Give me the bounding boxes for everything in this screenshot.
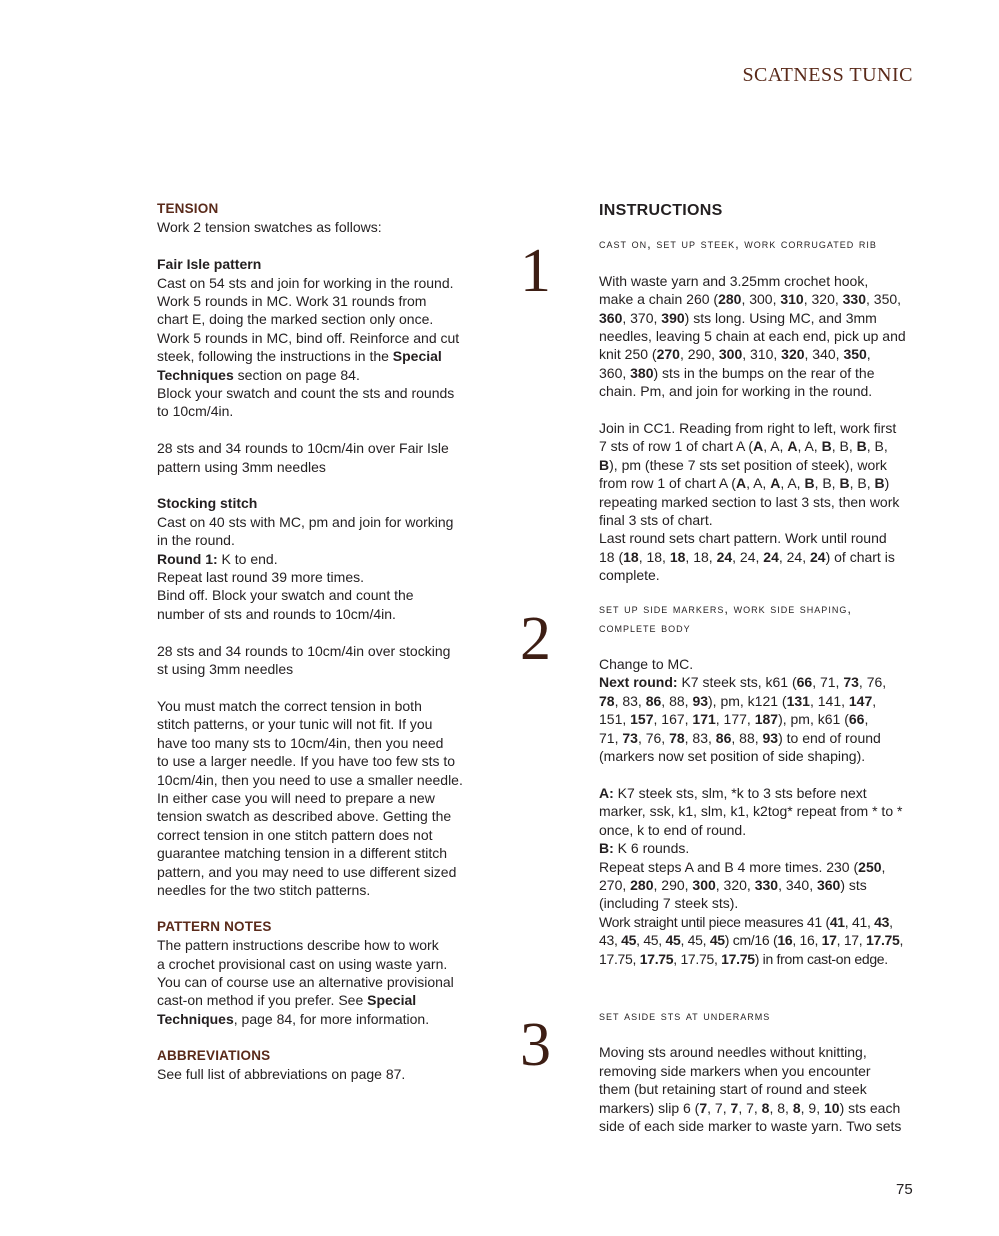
bold-size-value: 17.75	[639, 950, 674, 967]
bold-size-value: B	[874, 475, 885, 492]
bold-size-value: 78	[599, 692, 615, 709]
bold-size-value: 24	[716, 548, 733, 565]
text-line	[157, 991, 477, 1009]
text-line: Cast on 40 sts with MC, pm and join for working	[157, 513, 454, 530]
text-line	[599, 1043, 921, 1061]
text-run: needles, leaving 5 chain at each end, pick up and	[599, 328, 906, 345]
bold-size-value: 18	[669, 548, 686, 565]
step-1-label: cast on, set up steek, work corrugated rib	[599, 236, 877, 252]
text-line	[599, 858, 921, 876]
text-line	[157, 1010, 477, 1028]
text-run: make a chain 260 (	[599, 291, 719, 308]
text-run: Moving sts around needles without knitting,	[599, 1044, 867, 1061]
bold-size-value: B	[839, 475, 850, 492]
text-line	[599, 655, 921, 673]
text-run: , 71,	[812, 674, 844, 691]
text-line	[599, 382, 921, 400]
step-2-paragraph-3	[599, 913, 921, 968]
bold-size-value: 171	[692, 711, 716, 728]
text-run: , 320,	[715, 876, 755, 893]
text-line: Cast on 54 sts and join for working in the round.	[157, 274, 454, 291]
bold-size-value: 300	[692, 876, 716, 893]
text-run: 71,	[599, 729, 623, 746]
text-line: stitch patterns, or your tunic will not fit. If you	[157, 716, 433, 733]
bold-size-value: 8	[761, 1099, 770, 1116]
text-run: 7 sts of row 1 of chart A (	[599, 438, 754, 455]
text-run: ) cm/16 (	[724, 932, 778, 949]
bold-size-value: 41	[829, 913, 845, 930]
bold-size-value: 350	[843, 346, 867, 363]
text-line	[599, 913, 921, 931]
step-1-paragraph-1	[599, 272, 921, 401]
bold-size-value: 73	[622, 729, 638, 746]
text-line: guarantee matching tension in a different stitch	[157, 845, 448, 862]
text-run: 151,	[599, 711, 631, 728]
bold-size-value: B	[856, 438, 867, 455]
text-run: from row 1 of chart A (	[599, 475, 736, 492]
text-run: 270,	[599, 876, 631, 893]
text-line	[599, 1080, 921, 1098]
step-3-label: set aside sts at underarms	[599, 1007, 771, 1023]
text-run: , 41,	[844, 913, 875, 930]
text-line	[599, 673, 921, 691]
text-run: 43,	[599, 932, 622, 949]
text-run: ,	[889, 913, 893, 930]
text-run: , 167,	[653, 711, 693, 728]
text-line: tension swatch as described above. Getting the	[157, 808, 452, 825]
text-line: 10cm/4in, then you need to use a smaller needle.	[157, 771, 463, 788]
text-run: , A,	[763, 438, 788, 455]
text-run: ,	[899, 932, 904, 949]
text-line	[599, 839, 921, 857]
fair-isle-heading: Fair Isle pattern	[157, 256, 262, 273]
bold-size-value: 45	[665, 932, 681, 949]
bold-size-value: 17.75	[721, 950, 755, 967]
text-line	[599, 1062, 921, 1080]
text-run: K7 steek sts, k61 (	[677, 674, 797, 691]
text-run: , 340,	[778, 876, 817, 893]
text-line: Block your swatch and count the sts and rounds	[157, 385, 455, 402]
bold-size-value: 17.75	[865, 932, 900, 949]
running-title: SCATNESS TUNIC	[742, 64, 913, 86]
text-run: , 88,	[661, 692, 693, 709]
special-techniques-ref: Techniques	[157, 366, 234, 383]
special-techniques-ref: Special	[392, 348, 442, 365]
text-run: , 76,	[858, 674, 887, 691]
text-run: With waste yarn and 3.25mm crochet hook,	[599, 272, 869, 289]
round-label: Round 1:	[157, 550, 218, 567]
text-line	[599, 784, 921, 802]
step-2-paragraph-1	[599, 655, 921, 765]
bold-size-value: 320	[781, 346, 805, 363]
bold-size-value: B:	[599, 840, 614, 857]
instructions-heading: INSTRUCTIONS	[599, 202, 723, 219]
bold-size-value: 390	[661, 309, 685, 326]
text-run: Repeat steps A and B 4 more times. 230 (	[599, 858, 859, 875]
text-line	[599, 364, 921, 382]
text-run: , 8,	[769, 1099, 793, 1116]
text-line	[599, 747, 921, 765]
bold-size-value: 380	[630, 364, 654, 381]
bold-size-value: 93	[692, 692, 709, 709]
text-line: 28 sts and 34 rounds to 10cm/4in over Fair Isle	[157, 440, 449, 457]
text-line	[599, 950, 921, 968]
text-run: ) to end of round	[778, 729, 881, 746]
text-run: , A,	[780, 475, 805, 492]
text-line: The pattern instructions describe how to work	[157, 937, 439, 954]
text-run: Last round sets chart pattern. Work until round	[599, 530, 887, 547]
bold-size-value: 360	[816, 876, 841, 893]
tension-heading: TENSION	[157, 201, 219, 216]
text-line: to 10cm/4in.	[157, 403, 234, 420]
text-line	[599, 419, 921, 437]
text-run: ) in from cast-on edge.	[754, 950, 888, 967]
bold-size-value: 131	[786, 692, 810, 709]
step-3-paragraph-1	[599, 1043, 921, 1135]
step-number-2: 2	[520, 605, 551, 673]
bold-size-value: 24	[763, 548, 779, 565]
text-line	[599, 729, 921, 747]
text-line: In either case you will need to prepare a new	[157, 789, 435, 806]
step-2-label-line-2: complete body	[599, 619, 691, 635]
special-techniques-ref: Techniques	[157, 1010, 234, 1027]
text-line: chart E, doing the marked section only once.	[157, 311, 434, 328]
pattern-notes-heading: PATTERN NOTES	[157, 918, 272, 934]
text-run: Change to MC.	[599, 656, 694, 673]
text-line	[599, 876, 921, 894]
text-run: , 177,	[715, 711, 755, 728]
text-line: a crochet provisional cast on using waste yarn.	[157, 955, 448, 972]
text-run: (markers now set position of side shaping).	[599, 748, 866, 765]
text-line: st using 3mm needles	[157, 661, 294, 678]
text-run: ), pm, k61 (	[778, 711, 849, 728]
text-run: , 83,	[614, 692, 646, 709]
bold-size-value: 300	[718, 346, 743, 363]
text-run: knit 250 (	[599, 346, 657, 363]
text-run: repeating marked section to last 3 sts, then work	[599, 493, 900, 510]
step-1-paragraph-2	[599, 419, 921, 585]
text-line: You must match the correct tension in both	[157, 697, 422, 714]
text-line: See full list of abbreviations on page 87.	[157, 1065, 406, 1082]
text-line: have too many sts to 10cm/4in, then you need	[157, 734, 444, 751]
text-line: pattern using 3mm needles	[157, 458, 326, 475]
text-run: ,	[872, 692, 877, 709]
text-run: , 7,	[707, 1099, 731, 1116]
text-run: , 300,	[741, 291, 781, 308]
text-run: , 18,	[638, 548, 670, 565]
text-line: in the round.	[157, 532, 235, 549]
bold-size-value: Next round:	[599, 674, 678, 691]
bold-size-value: A	[735, 475, 747, 492]
bold-size-value: 18	[623, 548, 639, 565]
text-run: K to end.	[217, 550, 278, 567]
text-run: cast-on method if you prefer. See	[157, 992, 368, 1009]
bold-size-value: 280	[630, 876, 654, 893]
bold-size-value: 45	[709, 932, 725, 949]
text-run: , 76,	[637, 729, 670, 746]
bold-size-value: 86	[715, 729, 732, 746]
bold-size-value: 330	[842, 291, 866, 308]
text-run: , B,	[849, 475, 875, 492]
text-run: , 24,	[732, 548, 764, 565]
text-line: Bind off. Block your swatch and count the	[157, 587, 414, 604]
text-line	[157, 366, 477, 384]
bold-size-value: 157	[630, 711, 654, 728]
text-line: correct tension in one stitch pattern does not	[157, 826, 433, 843]
bold-size-value: 7	[730, 1099, 739, 1116]
text-run: , 83,	[684, 729, 716, 746]
text-run: 17.75,	[599, 950, 640, 967]
text-line	[599, 802, 921, 820]
step-number-1: 1	[520, 237, 551, 305]
text-run: , B,	[866, 438, 888, 455]
text-line	[599, 692, 921, 710]
text-line: Work 5 rounds in MC, bind off. Reinforce and cut	[157, 329, 460, 346]
text-run: , 310,	[742, 346, 782, 363]
text-line	[599, 327, 921, 345]
text-run: , 9,	[800, 1099, 824, 1116]
bold-size-value: 24	[810, 548, 826, 565]
text-line: You can of course use an alternative provisional	[157, 973, 454, 990]
text-run: , 17.75,	[673, 950, 722, 967]
text-line	[599, 894, 921, 912]
bold-size-value: 187	[754, 711, 779, 728]
text-run: removing side markers when you encounter	[599, 1062, 871, 1079]
text-run: (including 7 steek sts).	[599, 895, 739, 912]
text-run: Work straight until piece measures 41 (	[599, 913, 830, 930]
text-run: ) sts long. Using MC, and 3mm	[684, 309, 877, 326]
text-run: , 340,	[804, 346, 844, 363]
text-line	[599, 309, 921, 327]
text-run: , 45,	[680, 932, 710, 949]
text-run: , 45,	[636, 932, 666, 949]
text-line	[599, 821, 921, 839]
text-line	[599, 511, 921, 529]
text-run: , 290,	[679, 346, 719, 363]
abbreviations-heading: ABBREVIATIONS	[157, 1047, 271, 1063]
text-run: 360,	[599, 364, 631, 381]
text-line	[599, 566, 921, 584]
right-column	[599, 200, 921, 1135]
text-run: , 320,	[803, 291, 843, 308]
page-number: 75	[896, 1181, 913, 1198]
text-run: , 141,	[809, 692, 849, 709]
bold-size-value: 78	[669, 729, 685, 746]
bold-size-value: 310	[780, 291, 804, 308]
text-run: , 18,	[685, 548, 717, 565]
bold-size-value: 147	[848, 692, 873, 709]
bold-size-value: A	[770, 475, 781, 492]
text-line	[157, 347, 477, 365]
bold-size-value: 10	[823, 1099, 840, 1116]
text-run: )	[884, 475, 890, 492]
bold-size-value: 330	[754, 876, 779, 893]
bold-size-value: 45	[621, 932, 637, 949]
text-line	[599, 456, 921, 474]
bold-size-value: 73	[843, 674, 859, 691]
text-line	[599, 931, 921, 949]
text-run: , 16,	[792, 932, 822, 949]
step-2-label-line-1: set up side markers, work side shaping,	[599, 600, 852, 616]
bold-size-value: 7	[699, 1099, 708, 1116]
text-line	[599, 474, 921, 492]
text-run: , 7,	[738, 1099, 762, 1116]
bold-size-value: 66	[848, 711, 865, 728]
text-line	[599, 493, 921, 511]
step-number-3: 3	[520, 1011, 551, 1079]
text-run: 18 (	[599, 548, 624, 565]
bold-size-value: 8	[792, 1099, 801, 1116]
text-run: ,	[881, 858, 886, 875]
bold-size-value: 17	[821, 932, 837, 949]
text-line: 28 sts and 34 rounds to 10cm/4in over stocking	[157, 642, 451, 659]
bold-size-value: B	[821, 438, 832, 455]
bold-size-value: A	[753, 438, 764, 455]
text-line: to use a larger needle. If you have too few sts to	[157, 753, 456, 770]
text-run: ) of chart is	[825, 548, 895, 565]
text-run: side of each side marker to waste yarn. Two sets	[599, 1117, 902, 1134]
text-run: markers) slip 6 (	[599, 1099, 700, 1116]
text-run: ), pm, k121 (	[708, 692, 787, 709]
text-run: ) sts in the bumps on the rear of the	[653, 364, 875, 381]
bold-size-value: B	[804, 475, 815, 492]
bold-size-value: 360	[599, 309, 623, 326]
text-run: once, k to end of round.	[599, 821, 747, 838]
bold-size-value: 270	[656, 346, 680, 363]
text-run: , 17,	[836, 932, 866, 949]
bold-size-value: 43	[874, 913, 890, 930]
text-line	[599, 272, 921, 290]
text-run: steek, following the instructions in the	[157, 348, 393, 365]
bold-size-value: 93	[762, 729, 779, 746]
special-techniques-ref: Special	[367, 992, 417, 1009]
text-line	[599, 710, 921, 728]
text-run: Join in CC1. Reading from right to left, work first	[599, 420, 897, 437]
text-line	[599, 548, 921, 566]
text-run: , 24,	[778, 548, 810, 565]
text-line: number of sts and rounds to 10cm/4in.	[157, 605, 396, 622]
text-run: , page 84, for more information.	[233, 1010, 430, 1027]
text-run: marker, ssk, k1, slm, k1, k2tog* repeat from * to *	[599, 803, 903, 820]
text-run: , 290,	[653, 876, 693, 893]
bold-size-value: 250	[858, 858, 882, 875]
text-line	[599, 529, 921, 547]
bold-size-value: A	[787, 438, 798, 455]
text-line: pattern, and you may need to use different sized	[157, 863, 457, 880]
stocking-stitch-heading: Stocking stitch	[157, 495, 258, 512]
text-run: K 6 rounds.	[613, 840, 690, 857]
text-run: , 370,	[622, 309, 662, 326]
text-run: K7 steek sts, slm, *k to 3 sts before next	[613, 784, 867, 801]
text-run: ,	[864, 711, 869, 728]
bold-size-value: 86	[645, 692, 662, 709]
bold-size-value: A:	[599, 784, 614, 801]
bold-size-value: 280	[718, 291, 742, 308]
step-2-paragraph-2	[599, 784, 921, 913]
text-line	[599, 345, 921, 363]
text-line	[157, 550, 477, 568]
text-run: ) sts each	[839, 1099, 901, 1116]
bold-size-value: B	[599, 456, 610, 473]
text-run: complete.	[599, 567, 660, 584]
text-run: section on page 84.	[233, 366, 360, 383]
text-line	[599, 1117, 921, 1135]
text-run: them (but retaining start of round and steek	[599, 1081, 867, 1098]
bold-size-value: 16	[777, 932, 793, 949]
text-line	[599, 290, 921, 308]
text-line: needles for the two stitch patterns.	[157, 881, 371, 898]
text-run: ) sts	[840, 876, 867, 893]
text-line	[599, 1099, 921, 1117]
text-run: , B,	[831, 438, 857, 455]
bold-size-value: 66	[796, 674, 813, 691]
text-run: , A,	[797, 438, 822, 455]
text-run: , A,	[746, 475, 771, 492]
left-column	[157, 200, 477, 1083]
text-line: Repeat last round 39 more times.	[157, 569, 364, 586]
text-run: chain. Pm, and join for working in the round.	[599, 383, 873, 400]
text-run: , 88,	[731, 729, 763, 746]
text-line: Work 5 rounds in MC. Work 31 rounds from	[157, 293, 427, 310]
text-run: ,	[866, 346, 871, 363]
text-run: , 350,	[866, 291, 902, 308]
text-line	[599, 437, 921, 455]
text-run: , B,	[814, 475, 840, 492]
tension-intro: Work 2 tension swatches as follows:	[157, 219, 382, 236]
text-run: ), pm (these 7 sts set position of steek), work	[609, 456, 887, 473]
text-run: final 3 sts of chart.	[599, 512, 713, 529]
